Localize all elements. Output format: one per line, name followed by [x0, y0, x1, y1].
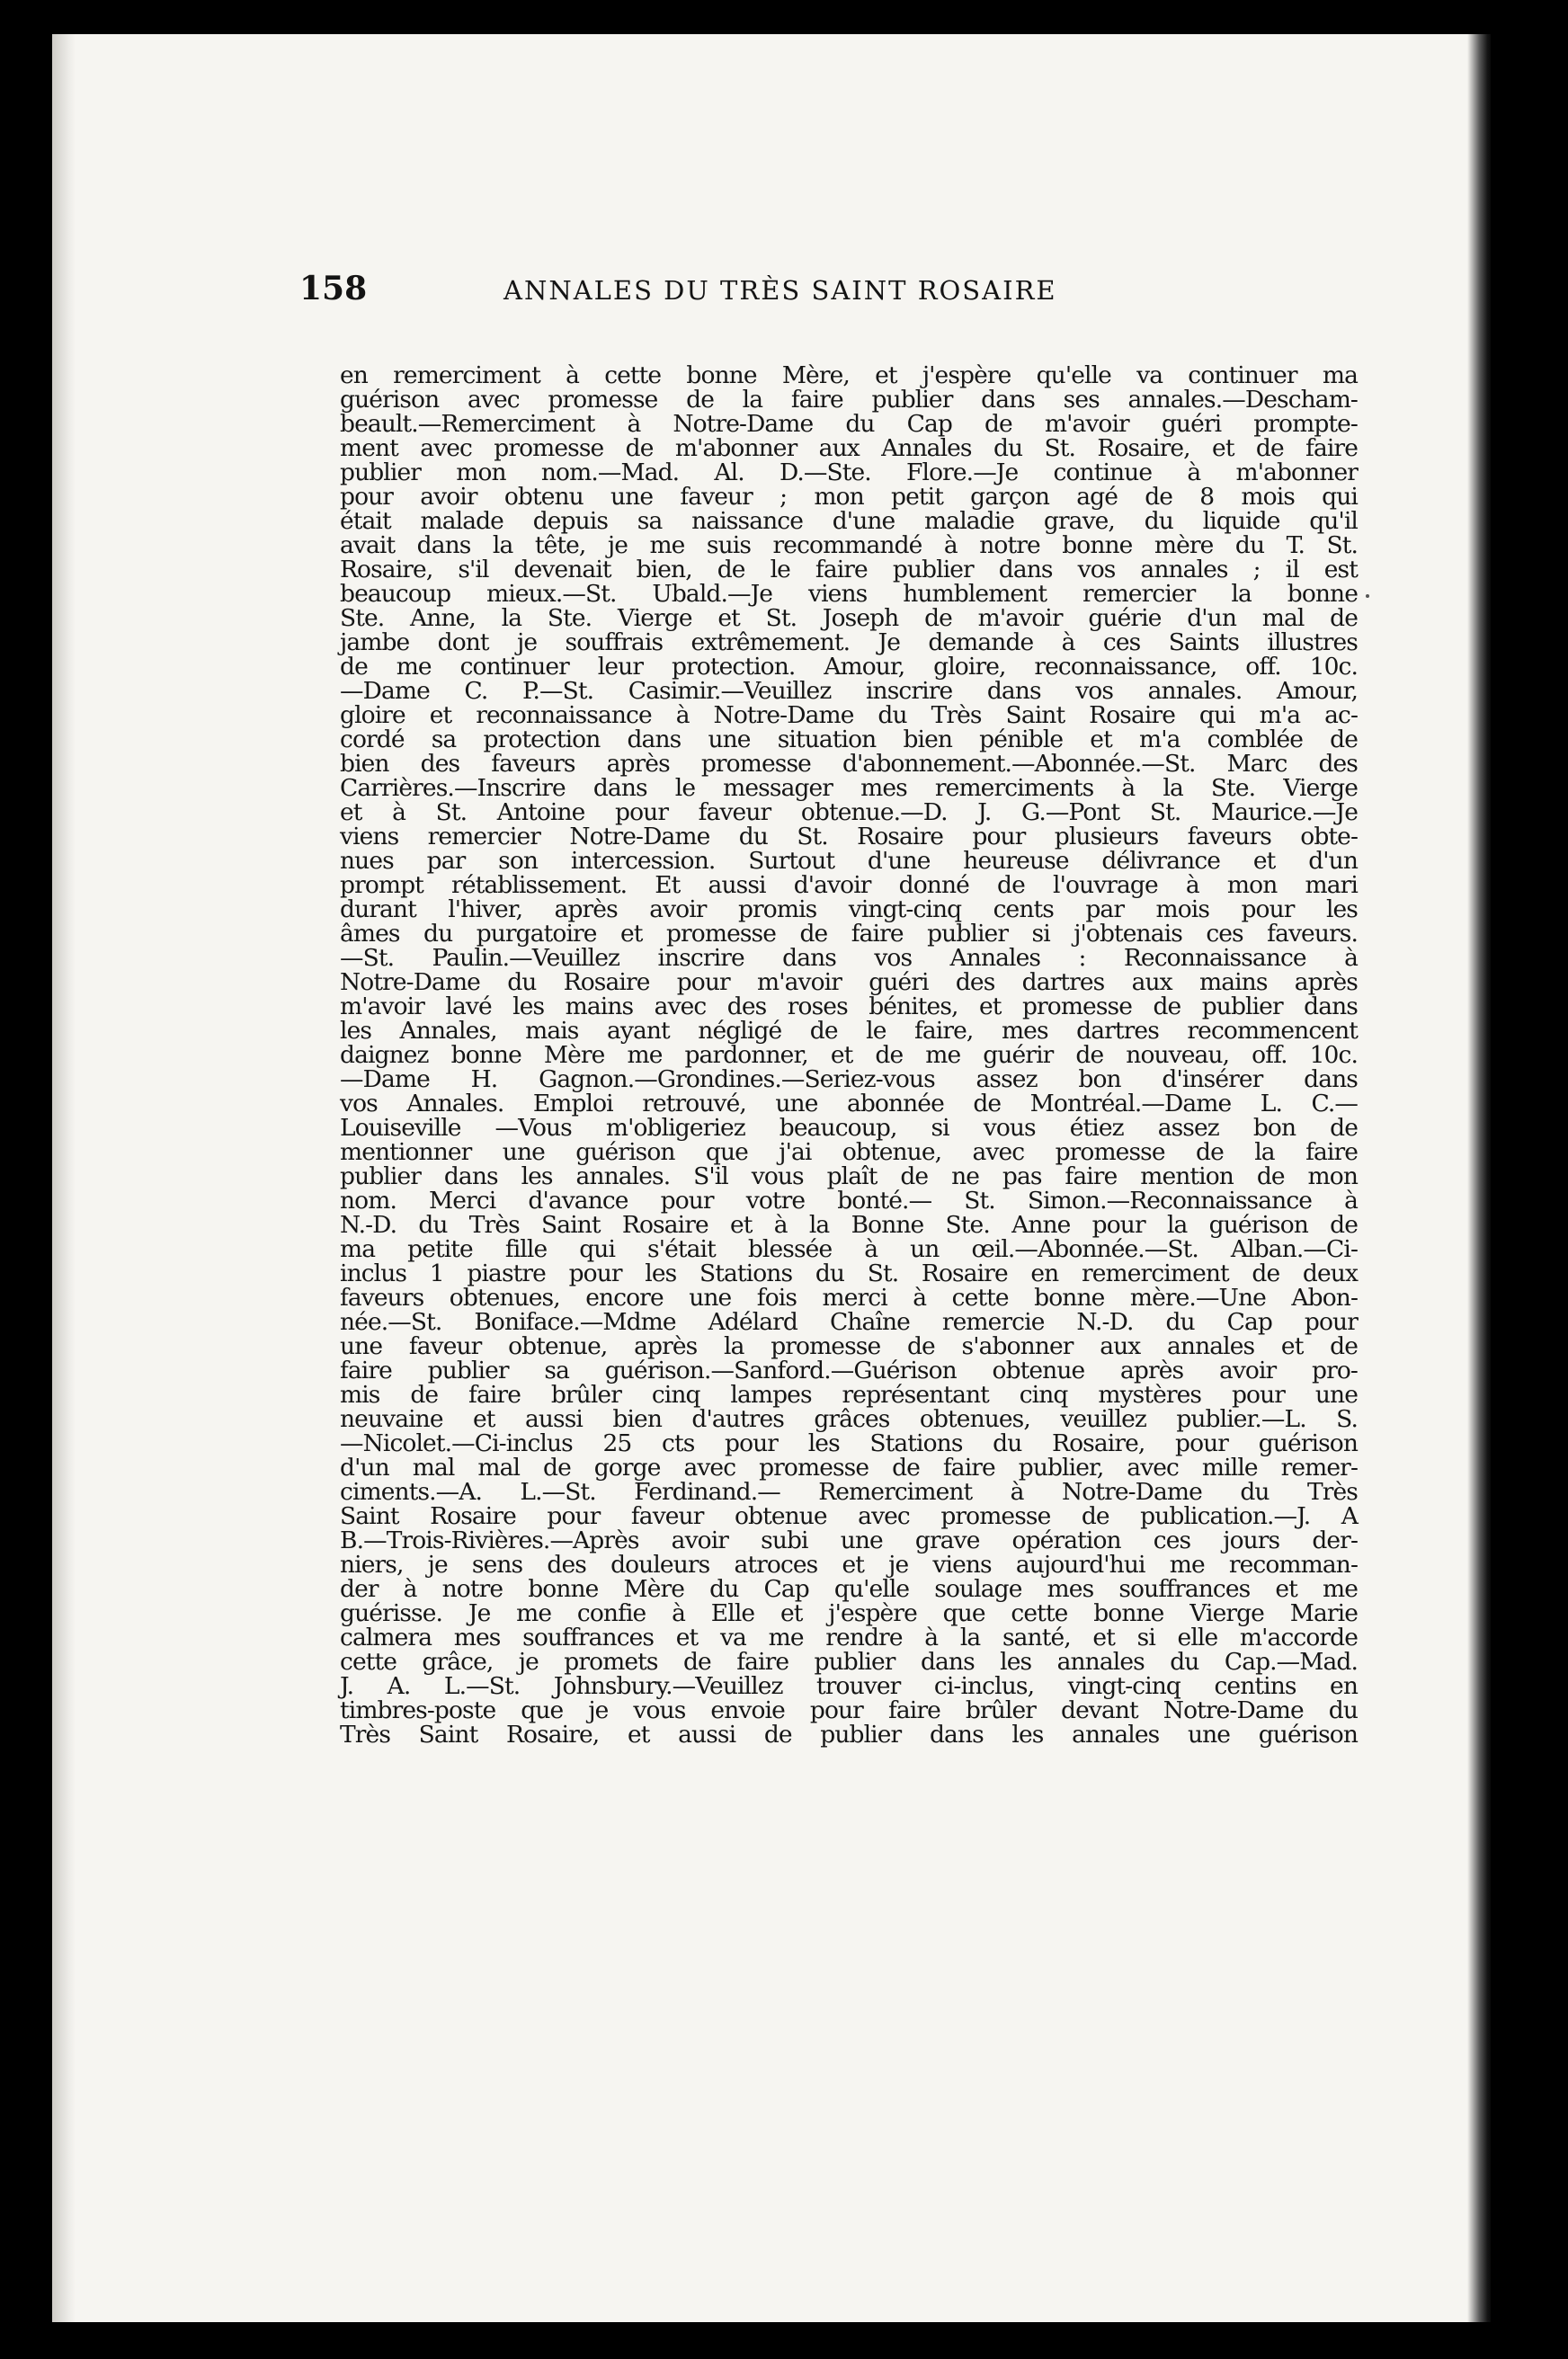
text-line: Carrières.—Inscrire dans le messager mes remerciments à la Ste. Vierge [340, 774, 1358, 802]
text-line: N.-D. du Très Saint Rosaire et à la Bonne Ste. Anne pour la guérison de [340, 1211, 1358, 1239]
text-line: nom. Merci d'avance pour votre bonté.— St. Simon.—Reconnaissance à [340, 1187, 1358, 1215]
text-line: faire publier sa guérison.—Sanford.—Guérison obtenue après avoir pro- [340, 1357, 1358, 1384]
text-line: gloire et reconnaissance à Notre-Dame du Très Saint Rosaire qui m'a ac- [340, 701, 1358, 729]
text-line: d'un mal mal de gorge avec promesse de faire publier, avec mille remer- [340, 1454, 1358, 1482]
text-line: publier mon nom.—Mad. Al. D.—Ste. Flore.—Je continue à m'abonner [340, 458, 1358, 486]
text-line: Ste. Anne, la Ste. Vierge et St. Joseph de m'avoir guérie d'un mal de [340, 604, 1358, 632]
text-line: niers, je sens des douleurs atroces et je viens aujourd'hui me recomman- [340, 1551, 1358, 1579]
text-line: der à notre bonne Mère du Cap qu'elle soulage mes souffrances et me [340, 1575, 1358, 1603]
text-line: ma petite fille qui s'était blessée à un œil.—Abonnée.—St. Alban.—Ci- [340, 1235, 1358, 1263]
text-line: mis de faire brûler cinq lampes représentant cinq mystères pour une [340, 1381, 1358, 1409]
text-line: Notre-Dame du Rosaire pour m'avoir guéri des dartres aux mains après [340, 968, 1358, 996]
page-header [299, 250, 1163, 322]
text-line: vos Annales. Emploi retrouvé, une abonnée de Montréal.—Dame L. C.— [340, 1090, 1358, 1117]
text-line: Louiseville —Vous m'obligeriez beaucoup, si vous étiez assez bon de [340, 1114, 1358, 1142]
text-line: et à St. Antoine pour faveur obtenue.—D. J. G.—Pont St. Maurice.—Je [340, 798, 1358, 826]
text-line: ciments.—A. L.—St. Ferdinand.— Remerciment à Notre-Dame du Très [340, 1478, 1358, 1506]
text-line: guérison avec promesse de la faire publier dans ses annales.—Descham- [340, 386, 1358, 414]
text-line: —Dame H. Gagnon.—Grondines.—Seriez-vous assez bon d'insérer dans [340, 1065, 1358, 1093]
text-line: Saint Rosaire pour faveur obtenue avec promesse de publication.—J. A [340, 1502, 1358, 1530]
text-line: Très Saint Rosaire, et aussi de publier dans les annales une guérison [340, 1721, 1358, 1749]
text-line: était malade depuis sa naissance d'une maladie grave, du liquide qu'il [340, 507, 1358, 535]
text-line: inclus 1 piastre pour les Stations du St. Rosaire en remerciment de deux [340, 1260, 1358, 1287]
text-line: —St. Paulin.—Veuillez inscrire dans vos Annales : Reconnaissance à [340, 944, 1358, 972]
text-line: m'avoir lavé les mains avec des roses bénites, et promesse de publier dans [340, 993, 1358, 1020]
text-line: viens remercier Notre-Dame du St. Rosaire pour plusieurs faveurs obte- [340, 823, 1358, 850]
text-line: faveurs obtenues, encore une fois merci à cette bonne mère.—Une Abon- [340, 1284, 1358, 1312]
text-line: neuvaine et aussi bien d'autres grâces obtenues, veuillez publier.—L. S. [340, 1405, 1358, 1433]
text-line: beault.—Remerciment à Notre-Dame du Cap de m'avoir guéri prompte- [340, 410, 1358, 438]
text-line: née.—St. Boniface.—Mdme Adélard Chaîne remercie N.-D. du Cap pour [340, 1308, 1358, 1336]
text-line: B.—Trois-Rivières.—Après avoir subi une grave opération ces jours der- [340, 1527, 1358, 1554]
text-line: ment avec promesse de m'abonner aux Annales du St. Rosaire, et de faire [340, 434, 1358, 462]
body-text [340, 363, 1358, 1747]
text-line: guérisse. Je me confie à Elle et j'espère que cette bonne Vierge Marie [340, 1599, 1358, 1627]
text-line: nues par son intercession. Surtout d'une heureuse délivrance et d'un [340, 847, 1358, 875]
page-number: 158 [299, 270, 368, 307]
text-line: de me continuer leur protection. Amour, gloire, reconnaissance, off. 10c. [340, 653, 1358, 681]
text-line: publier dans les annales. S'il vous plaît de ne pas faire mention de mon [340, 1162, 1358, 1190]
text-line: calmera mes souffrances et va me rendre à la santé, et si elle m'accorde [340, 1624, 1358, 1651]
ink-speck [1366, 594, 1369, 598]
text-line: durant l'hiver, après avoir promis vingt-cinq cents par mois pour les [340, 895, 1358, 923]
text-line: en remerciment à cette bonne Mère, et j'espère qu'elle va continuer ma [340, 361, 1358, 389]
running-title: ANNALES DU TRÈS SAINT ROSAIRE [503, 275, 1057, 306]
text-line: cette grâce, je promets de faire publier dans les annales du Cap.—Mad. [340, 1648, 1358, 1676]
page-gutter-shadow [52, 34, 76, 2322]
text-line: prompt rétablissement. Et aussi d'avoir donné de l'ouvrage à mon mari [340, 871, 1358, 899]
text-line: pour avoir obtenu une faveur ; mon petit garçon agé de 8 mois qui [340, 483, 1358, 511]
text-line: les Annales, mais ayant négligé de le faire, mes dartres recommencent [340, 1017, 1358, 1045]
text-line: daignez bonne Mère me pardonner, et de me guérir de nouveau, off. 10c. [340, 1041, 1358, 1069]
binding-edge [1467, 34, 1491, 2322]
text-line: une faveur obtenue, après la promesse de s'abonner aux annales et de [340, 1332, 1358, 1360]
text-line: jambe dont je souffrais extrêmement. Je demande à ces Saints illustres [340, 628, 1358, 656]
text-line: âmes du purgatoire et promesse de faire publier si j'obtenais ces faveurs. [340, 920, 1358, 948]
text-line: —Nicolet.—Ci-inclus 25 cts pour les Stations du Rosaire, pour guérison [340, 1429, 1358, 1457]
book-page [52, 34, 1491, 2322]
text-line: —Dame C. P.—St. Casimir.—Veuillez inscrire dans vos annales. Amour, [340, 677, 1358, 705]
text-line: avait dans la tête, je me suis recommandé à notre bonne mère du T. St. [340, 531, 1358, 559]
text-line: Rosaire, s'il devenait bien, de le faire publier dans vos annales ; il est [340, 556, 1358, 583]
text-line: mentionner une guérison que j'ai obtenue, avec promesse de la faire [340, 1138, 1358, 1166]
text-line: J. A. L.—St. Johnsbury.—Veuillez trouver ci-inclus, vingt-cinq centins en [340, 1672, 1358, 1700]
text-line: cordé sa protection dans une situation bien pénible et m'a comblée de [340, 726, 1358, 753]
text-line: bien des faveurs après promesse d'abonnement.—Abonnée.—St. Marc des [340, 750, 1358, 778]
text-line: beaucoup mieux.—St. Ubald.—Je viens humblement remercier la bonne [340, 580, 1358, 608]
text-line: timbres-poste que je vous envoie pour faire brûler devant Notre-Dame du [340, 1696, 1358, 1724]
